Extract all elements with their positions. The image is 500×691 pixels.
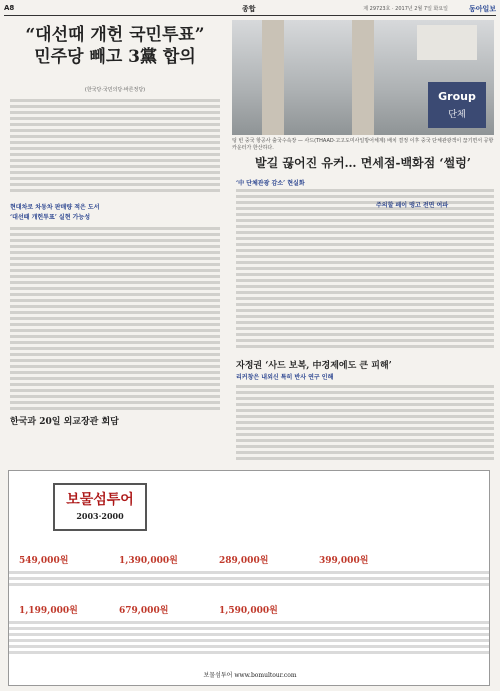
ad-price: 399,000원 bbox=[319, 556, 369, 566]
article-third-text bbox=[236, 382, 494, 464]
article-second-text bbox=[236, 186, 494, 354]
subhead-right-1: 주의할 페이 맹고 전면 여파 bbox=[376, 202, 449, 209]
subhead-left-1: 현대차로 차동차 판매량 적은 도서 bbox=[10, 204, 100, 211]
ad-footer: 보물섬투어 www.bomultour.com bbox=[203, 672, 297, 679]
page-header bbox=[4, 3, 496, 16]
headline-main-line1: “대선때 개헌 국민투표” bbox=[25, 25, 205, 45]
ad-price: 679,000원 bbox=[119, 606, 169, 616]
ad-brand-name: 보물섬투어 bbox=[66, 492, 134, 508]
article-left-text bbox=[10, 224, 220, 464]
ad-brand-number: 2003·2000 bbox=[76, 511, 124, 521]
page-number: A8 bbox=[4, 4, 15, 12]
headline-second: 발길 끊어진 유커… 면세점-백화점 ‘썰렁’ bbox=[255, 156, 471, 170]
travel-advertisement bbox=[8, 470, 490, 686]
subhead-bottom-left: 한국과 20일 외교장관 회담 bbox=[10, 417, 119, 427]
subhead-bottom-mid: 자정권 ‘사드 보복, 中경제에도 큰 피해’ bbox=[236, 361, 392, 371]
group-counter-sign bbox=[428, 82, 486, 128]
photo-caption: 텅 빈 중국 항공사 출국수속장 — 사드(THAAD·고고도미사일방어체계) 배치 결정 이후 중국 단체관광객이 끊기면서 공항 카운터가 한산하다. bbox=[232, 138, 494, 151]
subhead-bottom-mid-sub: 리커창은 내외신 특히 반사 연구 인해 bbox=[236, 374, 334, 381]
ad-logo bbox=[53, 483, 147, 531]
headline-main-line2: 민주당 빼고 3黨 합의 bbox=[34, 47, 196, 67]
headline-main-subtitle: (한국당·국민의당·바른정당) bbox=[84, 87, 146, 93]
ad-price: 1,390,000원 bbox=[119, 556, 178, 566]
issue-info: 제 29723호 · 2017년 2월 7일 화요일 bbox=[363, 6, 448, 12]
ad-price: 549,000원 bbox=[19, 556, 69, 566]
airline-sign bbox=[417, 25, 477, 60]
section-name: 종합 bbox=[242, 5, 256, 13]
ad-price: 1,199,000원 bbox=[19, 606, 78, 616]
newspaper-brand: 동아일보 bbox=[468, 5, 496, 13]
ad-price: 289,000원 bbox=[219, 556, 269, 566]
headline-main bbox=[10, 24, 220, 68]
subhead-left-2: ‘대선때 개헌투표’ 실현 가능성 bbox=[10, 214, 90, 221]
airport-photo bbox=[232, 20, 494, 135]
article-main-text bbox=[10, 96, 220, 196]
group-sign-kr: 단체 bbox=[448, 110, 466, 120]
ad-price: 1,590,000원 bbox=[219, 606, 278, 616]
group-sign-en: Group bbox=[438, 90, 476, 103]
subhead-mid-1: ‘中 단체관광 감소’ 현실화 bbox=[236, 180, 305, 187]
